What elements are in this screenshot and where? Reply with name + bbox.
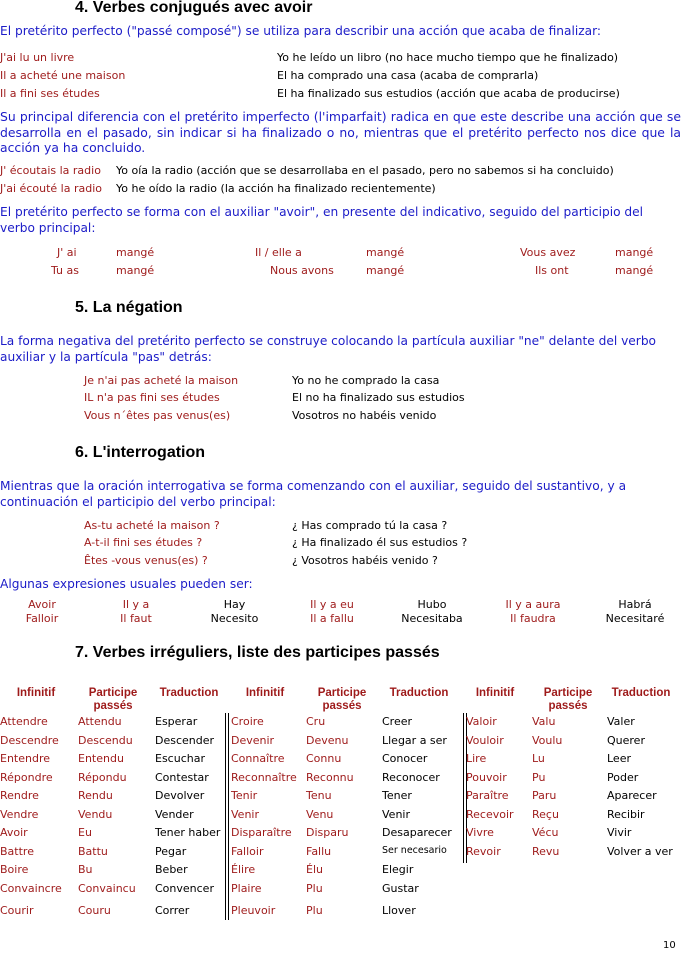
verb-infinitif: Croire [231, 715, 264, 728]
verb-traduction: Creer [382, 715, 413, 728]
sec4-example2-es: Yo oía la radio (acción que se desarrollaba en el pasado, pero no sabemos si ha concluido) [116, 164, 614, 177]
verb-infinitif: Recevoir [466, 808, 514, 821]
sec4-example-es: El ha comprado una casa (acaba de comprarla) [277, 69, 539, 82]
verb-traduction: Valer [607, 715, 635, 728]
col-header-participe: Participe passés [317, 687, 367, 712]
section-6-heading: 6. L'interrogation [75, 444, 206, 461]
col-header-traduction: Traduction [159, 687, 219, 699]
verb-participe: Entendu [78, 752, 124, 765]
sec6-example-fr: A-t-il fini ses études ? [84, 536, 203, 549]
verb-traduction: Pegar [155, 845, 187, 858]
verb-infinitif: Battre [0, 845, 34, 858]
expression-es: Hay Necesito [210, 598, 259, 625]
expression-es: Hubo Necesitaba [401, 598, 463, 625]
col-header-traduction: Traduction [389, 687, 449, 699]
verb-participe: Devenu [306, 734, 349, 747]
conj-pronoun: J' ai [57, 246, 77, 259]
verb-traduction: Vender [155, 808, 194, 821]
verb-participe: Battu [78, 845, 108, 858]
verb-participe: Convaincu [78, 882, 136, 895]
col-header-participe: Participe passés [88, 687, 138, 712]
verb-participe: Lu [532, 752, 545, 765]
verb-infinitif: Descendre [0, 734, 59, 747]
verb-infinitif: Plaire [231, 882, 262, 895]
verb-participe: Voulu [532, 734, 563, 747]
verb-traduction: Tener [382, 789, 412, 802]
sec4-example-es: Yo he leído un libro (no hace mucho tiempo que he finalizado) [277, 51, 619, 64]
sec6-example-fr: As-tu acheté la maison ? [84, 519, 220, 532]
verb-participe: Disparu [306, 826, 349, 839]
verb-traduction: Llegar a ser [382, 734, 447, 747]
sec6-example-es: ¿ Vosotros habéis venido ? [292, 554, 438, 567]
verb-participe: Valu [532, 715, 556, 728]
verb-participe: Tenu [306, 789, 332, 802]
verb-traduction: Vivir [607, 826, 632, 839]
verb-infinitif: Vendre [0, 808, 39, 821]
verb-infinitif: Entendre [0, 752, 51, 765]
verb-traduction: Beber [155, 863, 188, 876]
sec6-intro: Mientras que la oración interrogativa se forma comenzando con el auxiliar, seguido del sustantivo, y a continuación el participio del verbo principal: [0, 479, 627, 509]
verb-participe: Vendu [78, 808, 113, 821]
verb-infinitif: Lire [466, 752, 487, 765]
verb-participe: Bu [78, 863, 93, 876]
verb-traduction: Leer [607, 752, 631, 765]
verb-traduction: Aparecer [607, 789, 657, 802]
verb-participe: Élu [306, 863, 323, 876]
sec4-example2-es: Yo he oído la radio (la acción ha finalizado recientemente) [116, 182, 436, 195]
section-7-heading: 7. Verbes irréguliers, liste des participes passés [75, 644, 440, 661]
sec5-example-es: Vosotros no habéis venido [292, 409, 437, 422]
verb-participe: Rendu [78, 789, 113, 802]
conj-verb: mangé [615, 264, 654, 277]
verb-participe: Répondu [78, 771, 127, 784]
sec4-example-fr: J'ai lu un livre [0, 51, 75, 64]
verb-participe: Pu [532, 771, 546, 784]
sec6-example-es: ¿ Has comprado tú la casa ? [292, 519, 448, 532]
table-divider [463, 713, 464, 863]
verb-infinitif: Attendre [0, 715, 48, 728]
col-header-participe: Participe passés [543, 687, 593, 712]
verb-infinitif: Connaître [231, 752, 285, 765]
sec5-example-es: El no ha finalizado sus estudios [292, 391, 465, 404]
sec4-formation: El pretérito perfecto se forma con el auxiliar "avoir", en presente del indicativo, seguido del participio del verbo principal: [0, 205, 644, 235]
verb-infinitif: Tenir [231, 789, 258, 802]
conj-verb: mangé [366, 264, 405, 277]
verb-infinitif: Venir [231, 808, 259, 821]
verb-infinitif: Vouloir [466, 734, 504, 747]
sec4-intro: El pretérito perfecto ("passé composé") se utiliza para describir una acción que acaba de finalizar: [0, 24, 602, 38]
verb-infinitif: Valoir [466, 715, 497, 728]
verb-traduction: Ser necesario [382, 845, 447, 856]
conj-verb: mangé [116, 246, 155, 259]
conj-verb: mangé [366, 246, 405, 259]
verb-infinitif: Paraître [466, 789, 509, 802]
verb-traduction: Conocer [382, 752, 428, 765]
verb-traduction: Llover [382, 904, 416, 917]
conj-pronoun: Ils ont [535, 264, 569, 277]
verb-infinitif: Reconnaître [231, 771, 297, 784]
conj-pronoun: Tu as [51, 264, 79, 277]
verb-traduction: Esperar [155, 715, 198, 728]
verb-infinitif: Pleuvoir [231, 904, 276, 917]
sec4-example-fr: Il a acheté une maison [0, 69, 126, 82]
table-divider [225, 713, 226, 920]
verb-traduction: Desaparecer [382, 826, 452, 839]
verb-infinitif: Devenir [231, 734, 275, 747]
verb-participe: Reconnu [306, 771, 354, 784]
verb-traduction: Correr [155, 904, 190, 917]
conj-pronoun: Vous avez [520, 246, 576, 259]
sec5-example-fr: Vous n´êtes pas venus(es) [84, 409, 231, 422]
table-divider [228, 713, 229, 920]
section-4-heading: 4. Verbes conjugués avec avoir [75, 0, 313, 16]
verb-infinitif: Disparaître [231, 826, 292, 839]
sec4-example-es: El ha finalizado sus estudios (acción que acaba de producirse) [277, 87, 620, 100]
verb-traduction: Reconocer [382, 771, 440, 784]
verb-participe: Descendu [78, 734, 133, 747]
section-5-heading: 5. La négation [75, 299, 183, 316]
verb-infinitif: Vivre [466, 826, 494, 839]
verb-participe: Cru [306, 715, 326, 728]
sec6-example-es: ¿ Ha finalizado él sus estudios ? [292, 536, 468, 549]
verb-traduction: Volver a ver [607, 845, 673, 858]
verb-traduction: Poder [607, 771, 639, 784]
conj-pronoun: Il / elle a [255, 246, 302, 259]
verb-participe: Attendu [78, 715, 122, 728]
sec4-example-fr: Il a fini ses études [0, 87, 100, 100]
verb-infinitif: Convaincre [0, 882, 62, 895]
verb-participe: Plu [306, 904, 323, 917]
verb-participe: Couru [78, 904, 111, 917]
expression-fr: Il y a Il faut [120, 598, 152, 625]
expression-es: Habrá Necesitaré [605, 598, 665, 625]
expression-fr: Avoir Falloir [25, 598, 59, 625]
verb-infinitif: Avoir [0, 826, 28, 839]
conj-verb: mangé [116, 264, 155, 277]
sec6-expressions-intro: Algunas expresiones usuales pueden ser: [0, 577, 253, 591]
sec5-example-fr: Je n'ai pas acheté la maison [84, 374, 239, 387]
verb-infinitif: Falloir [231, 845, 264, 858]
sec5-example-es: Yo no he comprado la casa [292, 374, 440, 387]
sec4-example2-fr: J'ai écouté la radio [0, 182, 102, 195]
verb-participe: Fallu [306, 845, 332, 858]
verb-infinitif: Répondre [0, 771, 53, 784]
sec4-difference: Su principal diferencia con el pretérito imperfecto (l'imparfait) radica en que este describe una acción que se desarrolla en el pasado, sin indicar si ha finalizado o no, mientras que el pretérito perfecto nos dice que la acción ya ha concluido. [0, 109, 681, 155]
verb-participe: Revu [532, 845, 560, 858]
verb-participe: Connu [306, 752, 342, 765]
conj-pronoun: Nous avons [270, 264, 334, 277]
conj-verb: mangé [615, 246, 654, 259]
sec5-intro: La forma negativa del pretérito perfecto se construye colocando la partícula auxiliar "ne" delante del verbo auxiliar y la partícula "pas" detrás: [0, 334, 657, 364]
verb-infinitif: Boire [0, 863, 29, 876]
expression-fr: Il y a aura Il faudra [505, 598, 561, 625]
sec6-example-fr: Êtes -vous venus(es) ? [84, 554, 208, 567]
verb-participe: Paru [532, 789, 557, 802]
verb-participe: Vécu [532, 826, 559, 839]
verb-traduction: Devolver [155, 789, 205, 802]
verb-infinitif: Élire [231, 863, 256, 876]
verb-traduction: Contestar [155, 771, 209, 784]
sec4-example2-fr: J' écoutais la radio [0, 164, 101, 177]
verb-traduction: Elegir [382, 863, 414, 876]
verb-participe: Plu [306, 882, 323, 895]
verb-participe: Eu [78, 826, 92, 839]
verb-traduction: Querer [607, 734, 645, 747]
expression-fr: Il y a eu Il a fallu [310, 598, 354, 625]
col-header-traduction: Traduction [611, 687, 671, 699]
verb-infinitif: Revoir [466, 845, 501, 858]
verb-participe: Reçu [532, 808, 559, 821]
verb-traduction: Descender [155, 734, 215, 747]
verb-traduction: Tener haber [155, 826, 221, 839]
page-number: 10 [663, 940, 676, 951]
verb-traduction: Escuchar [155, 752, 205, 765]
verb-infinitif: Rendre [0, 789, 39, 802]
sec5-example-fr: IL n'a pas fini ses études [84, 391, 220, 404]
verb-traduction: Recibir [607, 808, 645, 821]
col-header-infinitif: Infinitif [245, 687, 285, 699]
verb-traduction: Gustar [382, 882, 419, 895]
verb-participe: Venu [306, 808, 334, 821]
col-header-infinitif: Infinitif [475, 687, 515, 699]
verb-infinitif: Pouvoir [466, 771, 507, 784]
col-header-infinitif: Infinitif [16, 687, 56, 699]
verb-infinitif: Courir [0, 904, 34, 917]
verb-traduction: Venir [382, 808, 410, 821]
verb-traduction: Convencer [155, 882, 214, 895]
